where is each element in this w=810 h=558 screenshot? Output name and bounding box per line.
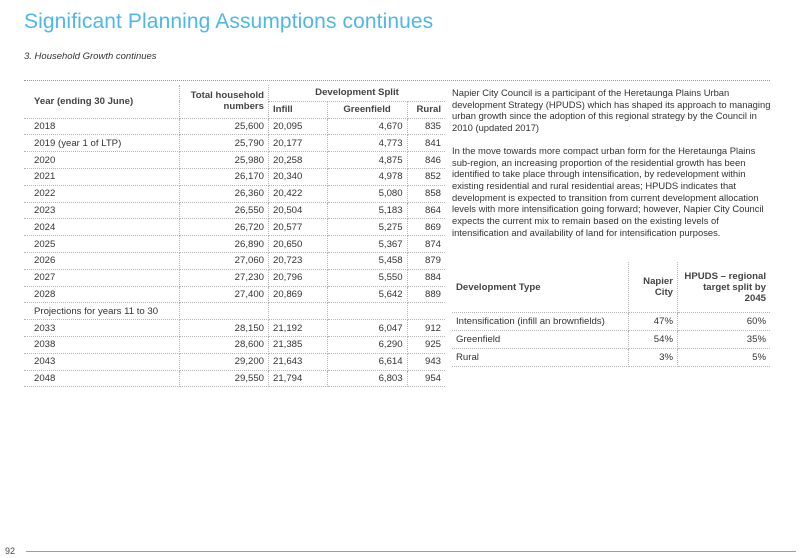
year-cell: 2025	[24, 236, 179, 253]
year-cell: 2048	[24, 370, 179, 387]
table-row	[24, 152, 445, 169]
table-row	[24, 353, 445, 370]
paragraph-compact-form: In the move towards more compact urban form for the Heretaunga Plains sub-region, an increasing proportion of the residential growth has been identified to take place through intensification, by redevelopment within existing residential and rural residential areas; HPUDS indicates that development is expected to transition from current development allocation levels with more intensification going forward; however, Napier City Council expects the current mix to remain based on the existing levels of intensification and availability of land for intensification purposes.	[452, 144, 764, 238]
rural-cell: 835	[407, 118, 445, 135]
greenfield-cell: 5,550	[327, 269, 407, 286]
rural-cell: 864	[407, 202, 445, 219]
total-cell: 25,980	[179, 152, 268, 169]
rural-cell: 925	[407, 336, 445, 353]
table-row	[24, 202, 445, 219]
table-row	[452, 313, 770, 331]
development-type-cell: Rural	[452, 349, 629, 367]
greenfield-cell: 5,080	[327, 185, 407, 202]
greenfield-cell: 5,367	[327, 236, 407, 253]
infill-cell: 20,422	[269, 185, 328, 202]
napier-city-cell: 47%	[629, 313, 678, 331]
year-cell: 2027	[24, 269, 179, 286]
header-greenfield: Greenfield	[327, 101, 407, 118]
growth-table-body	[24, 118, 445, 387]
infill-cell: 20,177	[269, 135, 328, 152]
greenfield-cell: 4,978	[327, 168, 407, 185]
rural-cell: 858	[407, 185, 445, 202]
infill-cell: 20,869	[269, 286, 328, 303]
napier-city-cell: 54%	[629, 331, 678, 349]
rural-cell: 943	[407, 353, 445, 370]
paragraph-hpuds: Napier City Council is a participant of the Heretaunga Plains Urban development Strategy (HPUDS) which has shaped its approach to managing urban growth since the adoption of this regional strategy by the Council in 2010 (updated 2017)	[452, 87, 771, 134]
year-cell: 2038	[24, 336, 179, 353]
development-type-cell: Greenfield	[452, 331, 629, 349]
total-cell: 26,550	[179, 202, 268, 219]
total-cell: 25,790	[179, 135, 268, 152]
rural-cell: 869	[407, 219, 445, 236]
infill-cell: 21,385	[269, 336, 328, 353]
greenfield-cell: 5,183	[327, 202, 407, 219]
empty-cell	[407, 303, 445, 320]
infill-cell: 20,095	[269, 118, 328, 135]
infill-cell: 21,643	[269, 353, 328, 370]
rural-cell: 954	[407, 370, 445, 387]
table-row	[452, 331, 770, 349]
year-cell: 2022	[24, 185, 179, 202]
year-cell: 2024	[24, 219, 179, 236]
greenfield-cell: 6,803	[327, 370, 407, 387]
assumption-text	[452, 87, 772, 249]
table-row	[24, 370, 445, 387]
greenfield-cell: 5,458	[327, 252, 407, 269]
greenfield-cell: 6,614	[327, 353, 407, 370]
total-cell: 29,200	[179, 353, 268, 370]
page-title: Significant Planning Assumptions continues	[24, 10, 434, 33]
header-year: Year (ending 30 June)	[24, 85, 179, 118]
header-hpuds-target: HPUDS – regional target split by 2045	[678, 262, 771, 313]
development-type-cell: Intensification (infill an brownfields)	[452, 313, 629, 331]
table-row	[24, 185, 445, 202]
hpuds-target-cell: 5%	[678, 349, 771, 367]
total-cell: 25,600	[179, 118, 268, 135]
greenfield-cell: 4,670	[327, 118, 407, 135]
year-cell: 2023	[24, 202, 179, 219]
dev-table-body	[452, 313, 770, 367]
table-row	[24, 286, 445, 303]
total-cell: 26,170	[179, 168, 268, 185]
total-cell: 29,550	[179, 370, 268, 387]
total-cell: 26,720	[179, 219, 268, 236]
greenfield-cell: 5,275	[327, 219, 407, 236]
header-development-split: Development Split	[269, 85, 446, 101]
section-subtitle: 3. Household Growth continues	[24, 51, 157, 62]
napier-city-cell: 3%	[629, 349, 678, 367]
rural-cell: 841	[407, 135, 445, 152]
total-cell: 26,360	[179, 185, 268, 202]
table-row	[24, 320, 445, 337]
rural-cell: 879	[407, 252, 445, 269]
year-cell: 2033	[24, 320, 179, 337]
table-row	[24, 252, 445, 269]
top-divider	[24, 80, 770, 81]
header-development-type: Development Type	[452, 262, 629, 313]
development-type-table	[452, 262, 770, 367]
infill-cell: 20,650	[269, 236, 328, 253]
year-cell: 2018	[24, 118, 179, 135]
rural-cell: 889	[407, 286, 445, 303]
hpuds-target-cell: 60%	[678, 313, 771, 331]
table-row	[24, 118, 445, 135]
table-row	[452, 349, 770, 367]
year-cell: 2043	[24, 353, 179, 370]
year-cell: 2021	[24, 168, 179, 185]
infill-cell: 21,192	[269, 320, 328, 337]
empty-cell	[327, 303, 407, 320]
header-napier-city: Napier City	[629, 262, 678, 313]
projection-label: Projections for years 11 to 30	[24, 303, 179, 320]
projection-label-row	[24, 303, 445, 320]
table-row	[24, 219, 445, 236]
greenfield-cell: 4,875	[327, 152, 407, 169]
rural-cell: 874	[407, 236, 445, 253]
empty-cell	[269, 303, 328, 320]
infill-cell: 20,723	[269, 252, 328, 269]
total-cell: 28,150	[179, 320, 268, 337]
greenfield-cell: 5,642	[327, 286, 407, 303]
table-row	[24, 269, 445, 286]
total-cell: 27,060	[179, 252, 268, 269]
table-row	[24, 236, 445, 253]
year-cell: 2019 (year 1 of LTP)	[24, 135, 179, 152]
infill-cell: 20,258	[269, 152, 328, 169]
total-cell: 26,890	[179, 236, 268, 253]
total-cell: 27,230	[179, 269, 268, 286]
header-infill: Infill	[269, 101, 328, 118]
infill-cell: 20,577	[269, 219, 328, 236]
hpuds-target-cell: 35%	[678, 331, 771, 349]
greenfield-cell: 6,047	[327, 320, 407, 337]
infill-cell: 21,794	[269, 370, 328, 387]
year-cell: 2028	[24, 286, 179, 303]
greenfield-cell: 4,773	[327, 135, 407, 152]
table-row	[24, 135, 445, 152]
infill-cell: 20,796	[269, 269, 328, 286]
rural-cell: 912	[407, 320, 445, 337]
year-cell: 2026	[24, 252, 179, 269]
year-cell: 2020	[24, 152, 179, 169]
empty-cell	[179, 303, 268, 320]
footer-divider	[26, 551, 796, 552]
header-rural: Rural	[407, 101, 445, 118]
table-row	[24, 336, 445, 353]
infill-cell: 20,340	[269, 168, 328, 185]
total-cell: 28,600	[179, 336, 268, 353]
table-row	[24, 168, 445, 185]
rural-cell: 852	[407, 168, 445, 185]
header-total: Total household numbers	[179, 85, 268, 118]
household-growth-table	[24, 85, 445, 387]
rural-cell: 846	[407, 152, 445, 169]
rural-cell: 884	[407, 269, 445, 286]
total-cell: 27,400	[179, 286, 268, 303]
greenfield-cell: 6,290	[327, 336, 407, 353]
page-number: 92	[5, 546, 16, 556]
infill-cell: 20,504	[269, 202, 328, 219]
